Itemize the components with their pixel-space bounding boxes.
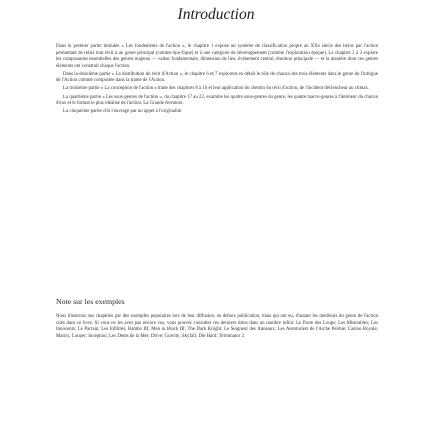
paragraph-1: Dans le premier partie intitulée « Les fondements de l'action », le chapitre 1 expose un système de classification propre au XXe siècle des héros par l'action permettant de relier tout récit à un genre principal (comme épo-fique) et à une catégorie de développement (comme l'exploration épique). Le chapitre 2 à 3 explore les composantes essentielles des genres majeurs — valeur fondamentale, dimension de lieu, événement central, émotion principale — et la manière dont ces genres éléments ont construit chaque l'action. <box>56 44 378 69</box>
notes-heading: Note sur les exemples <box>56 297 125 306</box>
notes-paragraph: Nous illustrons nos chapitres par des exemples populaires lors de leur diffusion, en dehors publication, mais qui ont eu, d'autant les meilleurs du genre de l'action cités dans ce livre. Si vous ne les avez pas encore vus, vous pouvez consulter ces derniers titres dans un nombre infini: Le Pacte des Loups; Les Miserables; Les Innocents; Le Parrain; Les Infiltrés; Rambo III; Men in Black III; The Dark Knight; Le Seigneur des Anneaux; Les Aventuriers de l'Arche Perdue; Casino Royale; Matrix; Looper; Inception; Les Dents de la Mer; Drive; Gravity; Skyfall; Die Hard; Terminator 2. <box>56 314 378 339</box>
paragraph-5: La cinquième partie clôt l'ouvrage par un appel à l'originalité. <box>63 109 183 115</box>
paragraph-3: La troisième partie « La conception de l'action » traite des chapitres 8 à 16 et leur application du chemin du récit d'action, de l'incident déclencheur au climax. <box>63 86 370 92</box>
paragraph-4: La quatrième partie « Les sous-genres de l'action », du chapitre 17 au 22, examine les quatre sous-genres du genre, les quatre macro-genres à l'intérieur du chacun d'eux et le format le plus idéalisé de l'action. La Grande Aventure. <box>56 94 378 107</box>
paragraph-2: Dans la deuxième partie « La distribution du récit d'Action », le chapitre 6 et 7 explorent en détail le rôle de chacun des trois éléments dans le genre de l'intrigue de l'Action comme compostée dans la trame de l'Action. <box>56 71 378 84</box>
page-title: Introduction <box>177 6 255 23</box>
notes-section <box>56 314 378 340</box>
body-text <box>56 44 378 117</box>
